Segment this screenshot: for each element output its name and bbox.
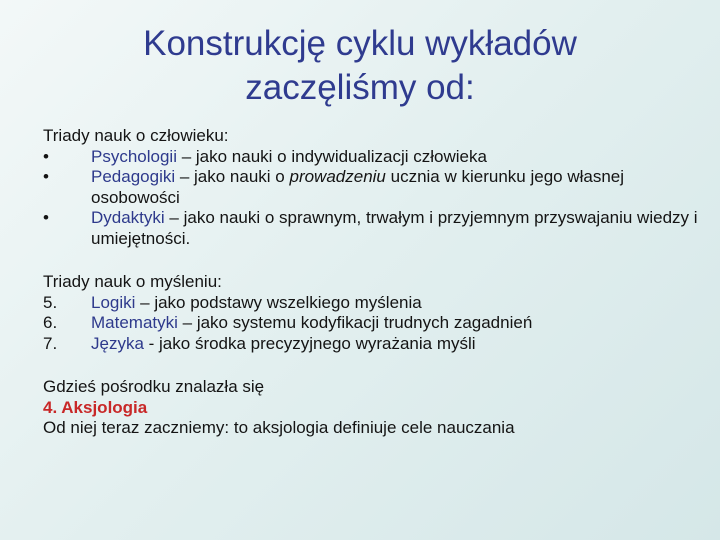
section-heading-thinking-sciences: Triady nauk o myśleniu: [43,272,222,291]
term-didactics: Dydaktyki [91,208,165,227]
list-item-text [91,293,703,314]
list-item-text [91,208,703,249]
highlight-axiology: 4. Aksjologia [43,397,148,417]
section-spacer [43,354,703,377]
section-heading-human-sciences: Triady nauk o człowieku: [43,126,229,145]
list-item-description: - jako środka precyzyjnego wyrażania myśli [143,333,476,353]
list-item-text [91,167,703,208]
bullet-marker: • [43,208,49,227]
list-item-language [43,334,703,355]
term-logic: Logiki [91,292,136,312]
list-item-description: – jako podstawy wszelkiego myślenia [135,292,422,312]
list-item-description: – jako nauki o sprawnym, trwałym i przyjemnym przyswajaniu wiedzy i umiejętności. [91,208,698,248]
list-item-pedagogy [43,167,703,208]
slide-title [60,22,660,110]
bullet-marker: • [43,146,49,166]
number-marker: 6. [43,313,58,332]
list-item-description-end: ucznia w kierunku jego własnej osobowości [91,167,625,207]
term-mathematics: Matematyki [91,313,178,332]
slide-body [43,126,703,439]
list-item-mathematics [43,313,703,334]
slide-title-line-2: zaczęliśmy od: [245,68,475,107]
emphasis-text: prowadzeniu [289,167,386,186]
number-marker: 5. [43,292,58,312]
number-marker: 7. [43,333,58,353]
list-item-description: – jako systemu kodyfikacji trudnych zagadnień [177,313,533,332]
closing-line: Od niej teraz zaczniemy: to aksjologia definiuje cele nauczania [43,418,515,437]
list-item-logic [43,293,703,314]
section-spacer [43,249,703,272]
list-item-psychology [43,147,703,168]
list-item-didactics [43,208,703,249]
list-item-description-start: – jako nauki o [175,167,290,186]
intro-line: Gdzieś pośrodku znalazła się [43,377,265,396]
list-item-text [91,147,703,168]
bullet-marker: • [43,167,49,186]
list-item-description: – jako nauki o indywidualizacji człowieka [177,146,487,166]
term-language: Języka [91,333,144,353]
list-item-text [91,313,703,334]
list-item-text [91,334,703,355]
term-pedagogy: Pedagogiki [91,167,176,186]
slide-title-line-1: Konstrukcję cyklu wykładów [143,24,577,63]
term-psychology: Psychologii [91,146,177,166]
